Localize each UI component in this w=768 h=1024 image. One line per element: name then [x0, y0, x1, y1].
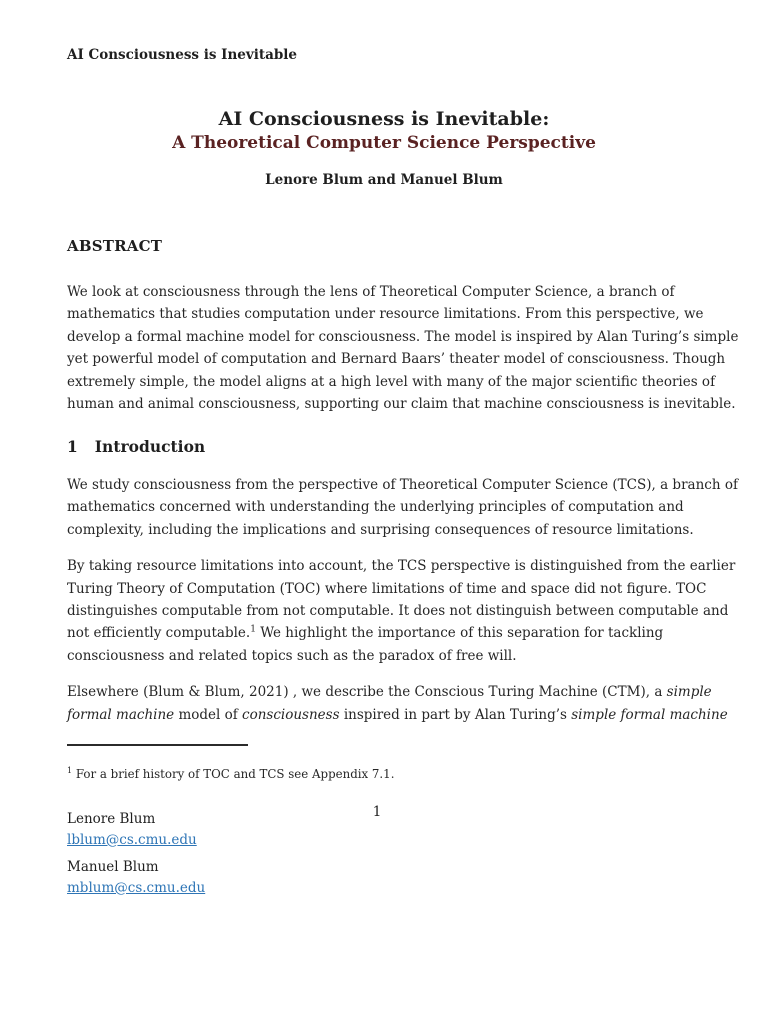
text-segment: not efficiently computable. — [67, 625, 251, 642]
text-segment: mathematics concerned with understanding the underlying principles of computation and — [67, 499, 684, 516]
text-line — [67, 519, 735, 541]
text-segment: We look at consciousness through the lens of Theoretical Computer Science, a branch of — [67, 284, 675, 300]
section-title: Introduction — [94, 437, 206, 456]
text-line — [67, 704, 735, 726]
text-segment: yet powerful model of computation and Bernard Baars’ theater model of consciousness. Though — [67, 351, 726, 368]
text-segment: consciousness and related topics such as the paradox of free will. — [67, 647, 517, 664]
section-number: 1 — [67, 437, 78, 456]
abstract-text — [67, 281, 739, 415]
text-segment: complexity, including the implications and surprising consequences of resource limitations. — [67, 521, 694, 538]
text-segment: 1 — [67, 766, 73, 776]
text-segment: Elsewhere (Blum & Blum, 2021) , we describe the Conscious Turing Machine (CTM), a — [67, 684, 667, 701]
page-number: 1 — [372, 804, 382, 820]
text-segment: formal machine — [67, 706, 175, 723]
text-line — [67, 645, 735, 667]
text-line — [67, 326, 739, 348]
text-segment: simple — [666, 684, 712, 701]
author-email-link[interactable]: lblum@cs.cmu.edu — [67, 831, 197, 848]
text-line — [67, 622, 735, 644]
text-line — [67, 371, 735, 393]
author-name: Manuel Blum — [67, 859, 159, 875]
text-segment: mathematics that studies computation under resource limitations. From this perspective, we — [67, 306, 704, 323]
text-line — [67, 281, 735, 303]
text-line — [67, 474, 738, 496]
text-line — [67, 348, 735, 370]
text-line — [67, 393, 735, 415]
text-segment: human and animal consciousness, supporting our claim that machine consciousness is inevitable. — [67, 396, 736, 413]
text-line — [67, 600, 735, 622]
paragraph — [67, 474, 738, 541]
text-segment: For a brief history of TOC and TCS see Appendix 7.1. — [72, 767, 395, 781]
author-entry — [67, 810, 205, 849]
text-line — [67, 578, 735, 600]
document-title: AI Consciousness is Inevitable: — [218, 108, 550, 130]
text-line — [67, 303, 735, 325]
author-name: Lenore Blum — [67, 811, 156, 827]
text-segment: extremely simple, the model aligns at a high level with many of the major scientific theories of — [67, 373, 716, 390]
text-segment: Turing Theory of Computation (TOC) where limitations of time and space did not figure. TOC — [67, 580, 707, 597]
introduction-paragraphs — [67, 474, 738, 740]
paragraph — [67, 555, 735, 667]
running-header: AI Consciousness is Inevitable — [67, 47, 297, 63]
text-segment: distinguishes computable from not computable. It does not distinguish between computable and — [67, 603, 729, 620]
text-segment: inspired in part by Alan Turing’s — [339, 706, 572, 723]
text-segment: develop a formal machine model for consciousness. The model is inspired by Alan Turing’s simple — [67, 328, 739, 345]
text-segment: We highlight the importance of this separation for tackling — [255, 625, 664, 642]
title-block — [0, 107, 768, 188]
footer-author-block — [67, 810, 205, 906]
document-authors: Lenore Blum and Manuel Blum — [265, 172, 503, 188]
abstract-heading: ABSTRACT — [67, 237, 163, 255]
text-segment: simple formal machine — [571, 706, 728, 723]
text-line — [67, 766, 667, 783]
paragraph — [67, 681, 735, 726]
text-segment: We study consciousness from the perspective of Theoretical Computer Science (TCS), a branch of — [67, 477, 738, 493]
document-subtitle: A Theoretical Computer Science Perspective — [172, 133, 596, 153]
text-line — [67, 496, 735, 518]
section-heading-introduction — [67, 437, 205, 456]
text-line — [67, 555, 735, 577]
text-segment: consciousness — [242, 706, 340, 723]
text-segment: 1 — [250, 624, 256, 635]
text-segment: model of — [174, 706, 243, 723]
footnote-separator — [67, 744, 248, 746]
footnote — [67, 766, 667, 783]
text-line — [67, 681, 735, 703]
text-segment: By taking resource limitations into account, the TCS perspective is distinguished from the earlier — [67, 558, 736, 575]
author-entry — [67, 858, 205, 897]
author-email-link[interactable]: mblum@cs.cmu.edu — [67, 879, 206, 896]
